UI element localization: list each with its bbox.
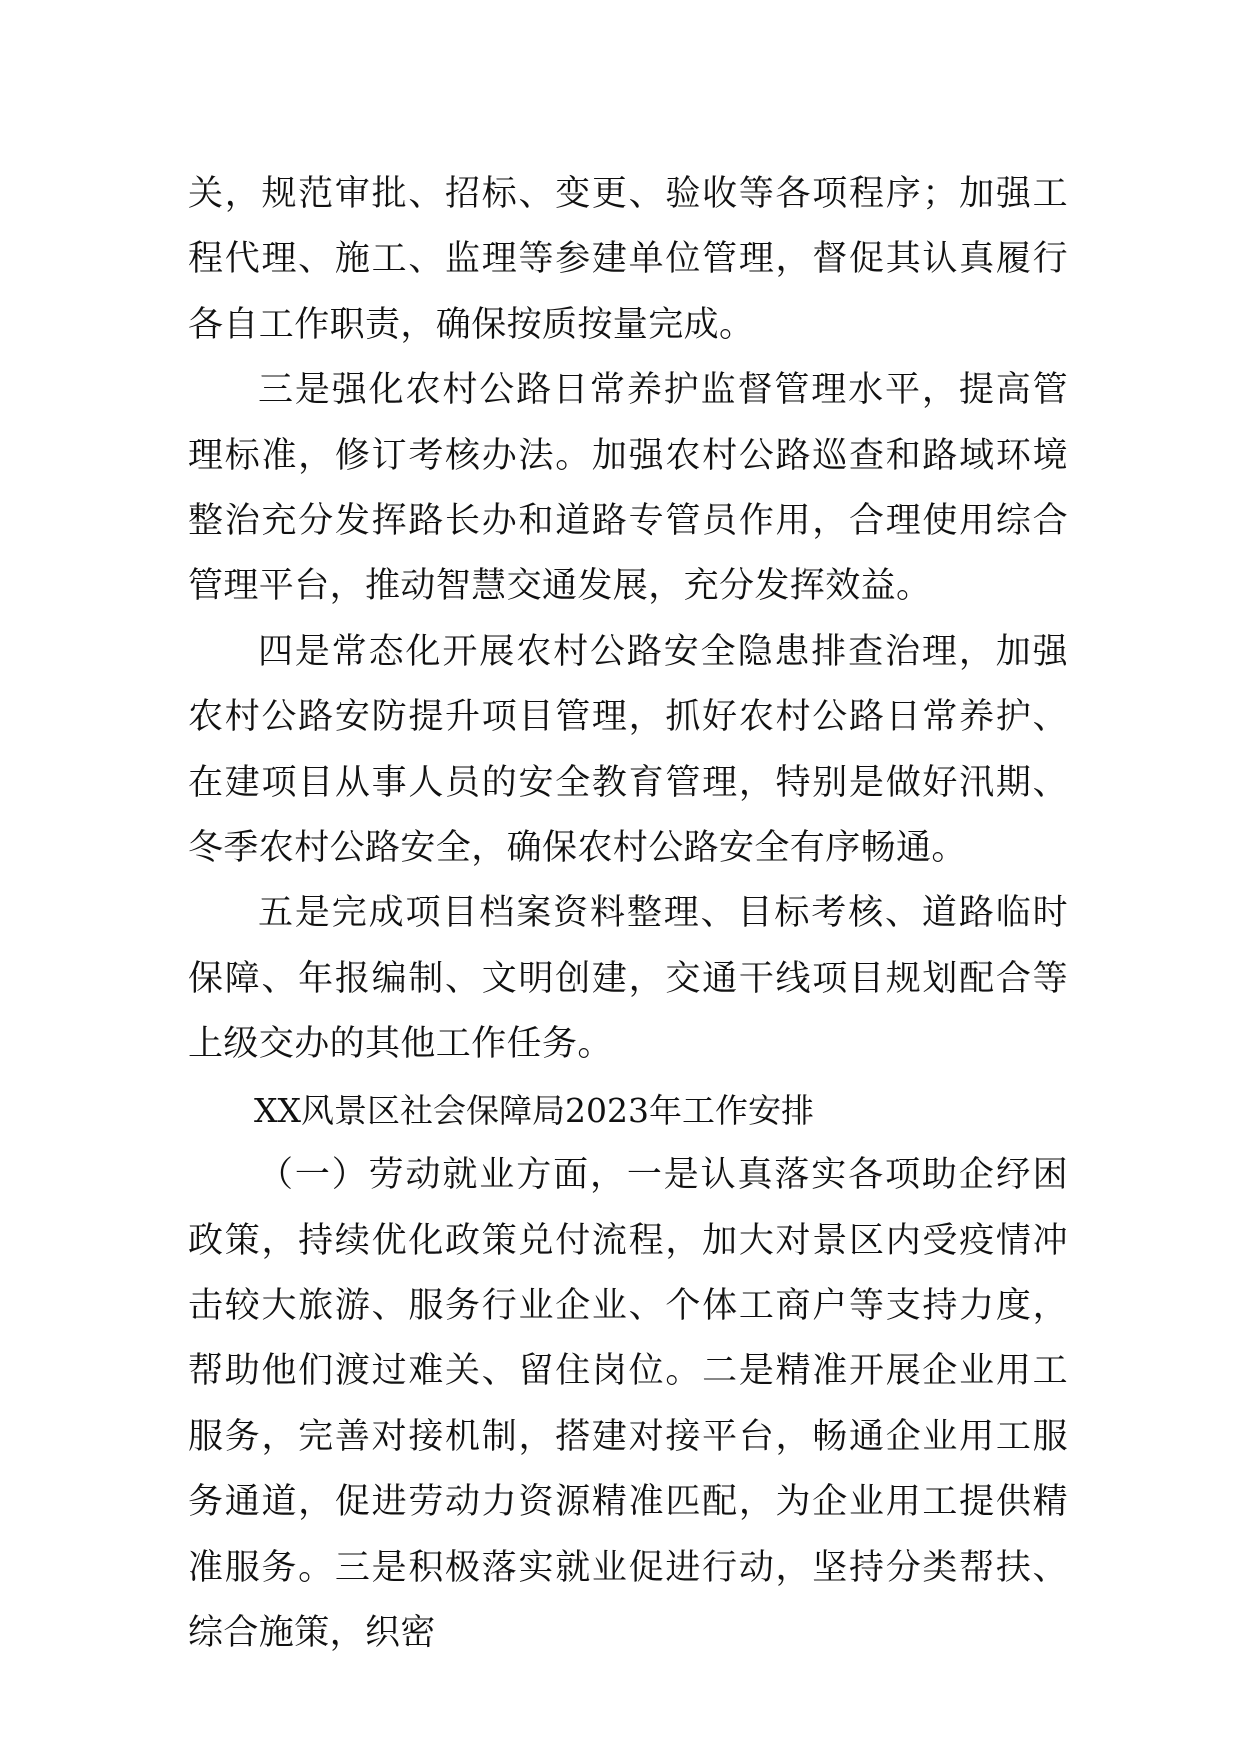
document-body [188, 162, 1068, 1666]
section-paragraph-employment: （一）劳动就业方面，一是认真落实各项助企纾困政策，持续优化政策兑付流程，加大对景区内受疫情冲击较大旅游、服务行业企业、个体工商户等支持力度，帮助他们渡过难关、留住岗位。二是精准开展企业用工服务，完善对接机制，搭建对接平台，畅通企业用工服务通道，促进劳动力资源精准匹配，为企业用工提供精准服务。三是积极落实就业促进行动，坚持分类帮扶、综合施策，织密 [188, 1155, 1068, 1653]
paragraph-item-five: 五是完成项目档案资料整理、目标考核、道路临时保障、年报编制、文明创建，交通干线项目规划配合等上级交办的其他工作任务。 [188, 893, 1068, 1065]
paragraph-item-four: 四是常态化开展农村公路安全隐患排查治理，加强农村公路安防提升项目管理，抓好农村公路日常养护、在建项目从事人员的安全教育管理，特别是做好汛期、冬季农村公路安全，确保农村公路安全有序畅通。 [188, 631, 1068, 869]
paragraph-item-three: 三是强化农村公路日常养护监督管理水平，提高管理标准，修订考核办法。加强农村公路巡查和路域环境整治充分发挥路长办和道路专管员作用，合理使用综合管理平台，推动智慧交通发展，充分发挥效益。 [188, 370, 1068, 607]
continued-paragraph: 关，规范审批、招标、变更、验收等各项程序；加强工程代理、施工、监理等参建单位管理，督促其认真履行各自工作职责，确保按质按量完成。 [188, 174, 1068, 345]
section-heading: XX风景区社会保障局2023年工作安排 [254, 1090, 814, 1130]
